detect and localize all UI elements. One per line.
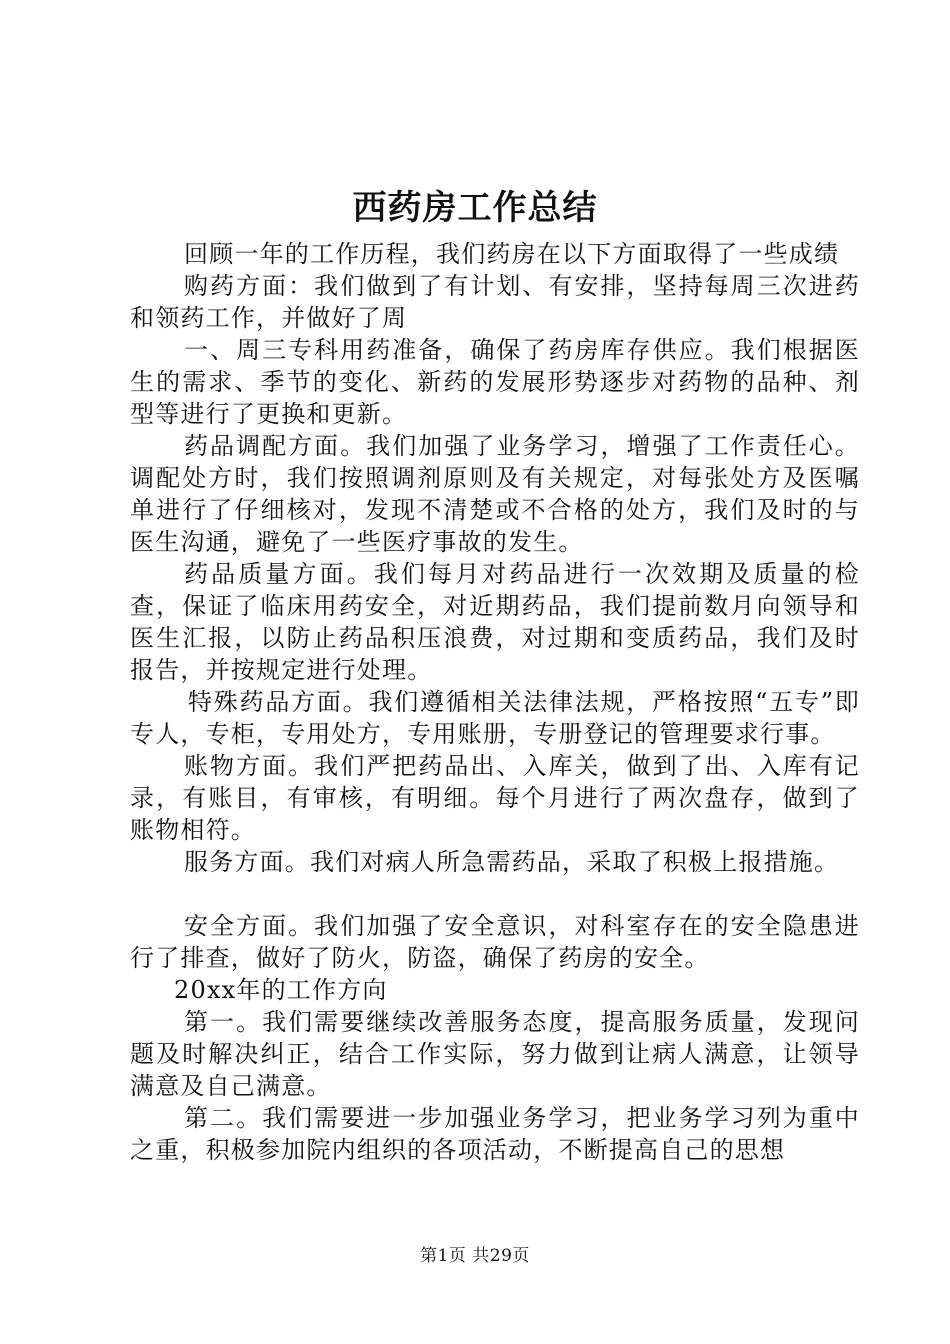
paragraph-accounts: 账物方面。我们严把药品出、入库关，做到了出、入库有记录，有账目，有审核，有明细。每个月进行了两次盘存，做到了账物相符。 — [130, 752, 860, 844]
paragraph-quality: 药品质量方面。我们每月对药品进行一次效期及质量的检查，保证了临床用药安全，对近期药品，我们提前数月向领导和医生汇报，以防止药品积压浪费，对过期和变质药品，我们及时报告，并按规定进行处理。 — [130, 560, 860, 684]
document-body — [130, 238, 860, 1166]
paragraph-dispensing: 药品调配方面。我们加强了业务学习，增强了工作责任心。调配处方时，我们按照调剂原则及有关规定，对每张处方及医嘱单进行了仔细核对，发现不清楚或不合格的处方，我们及时的与医生沟通，避免了一些医疗事故的发生。 — [130, 432, 860, 556]
paragraph-review: 回顾一年的工作历程，我们药房在以下方面取得了一些成绩 — [184, 240, 840, 268]
paragraph-work-direction-heading: 20xx年的工作方向 — [174, 976, 388, 1004]
paragraph-safety: 安全方面。我们加强了安全意识，对科室存在的安全隐患进行了排查，做好了防火，防盗，确保了药房的安全。 — [130, 912, 860, 972]
paragraph-service: 服务方面。我们对病人所急需药品，采取了积极上报措施。 — [184, 848, 840, 876]
paragraph-purchasing: 购药方面：我们做到了有计划、有安排，坚持每周三次进药和领药工作，并做好了周 — [130, 272, 860, 332]
paragraph-stock-supply: 一、周三专科用药准备，确保了药房库存供应。我们根据医生的需求、季节的变化、新药的发展形势逐步对药物的品种、剂型等进行了更换和更新。 — [130, 336, 860, 428]
page-number-footer: 第1页 共29页 — [420, 1246, 530, 1266]
document-title: 西药房工作总结 — [352, 188, 598, 228]
paragraph-special-drugs: 特殊药品方面。我们遵循相关法律法规，严格按照“五专”即专人，专柜，专用处方，专用账册，专册登记的管理要求行事。 — [130, 688, 860, 748]
paragraph-first-goal: 第一。我们需要继续改善服务态度，提高服务质量，发现问题及时解决纠正，结合工作实际，努力做到让病人满意，让领导满意及自己满意。 — [130, 1008, 860, 1100]
paragraph-second-goal: 第二。我们需要进一步加强业务学习，把业务学习列为重中之重，积极参加院内组织的各项活动，不断提高自己的思想 — [130, 1104, 860, 1164]
